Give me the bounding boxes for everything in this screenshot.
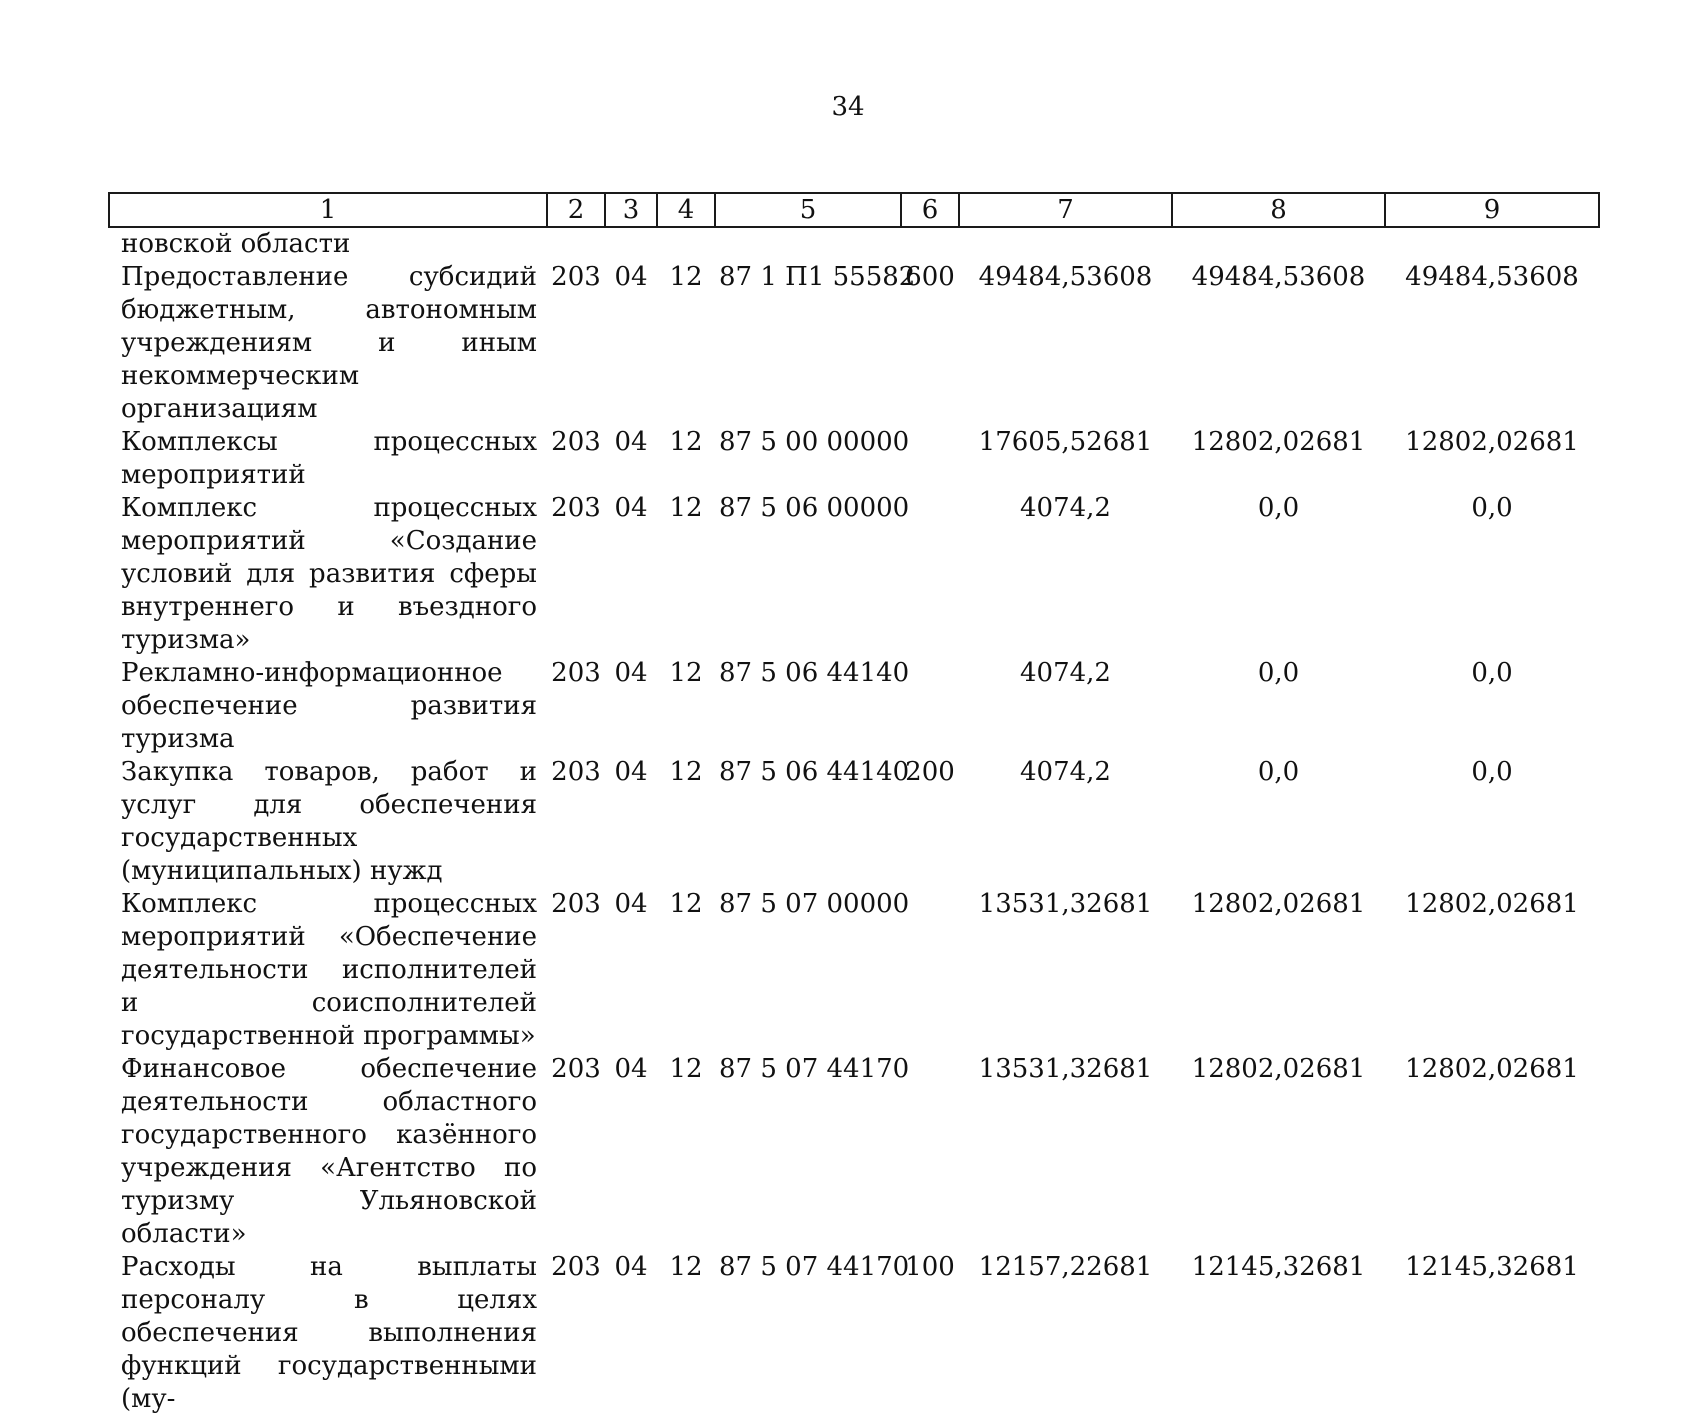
cell-c6 (901, 426, 959, 492)
budget-table (108, 192, 1600, 1416)
cell-c8: 12802,02681 (1191, 427, 1366, 457)
column-header-1: 1 (109, 193, 547, 227)
row-name: Расходы на выплаты персоналу в целях обеспечения выполнения функций государственными (му- (121, 1252, 537, 1414)
column-header-6: 6 (901, 193, 959, 227)
cell-c4: 12 (669, 427, 703, 457)
cell-c2: 203 (551, 427, 601, 457)
cell-c2: 203 (551, 889, 601, 919)
cell-c8: 12802,02681 (1191, 1054, 1366, 1084)
cell-c9: 49484,53608 (1405, 262, 1579, 292)
cell-c5: 87 5 06 00000 (719, 493, 910, 523)
cell-c6 (901, 227, 959, 261)
cell-c5 (715, 227, 901, 261)
cell-c3: 04 (614, 262, 648, 292)
cell-c9: 12802,02681 (1405, 889, 1579, 919)
cell-c2: 203 (551, 757, 601, 787)
cell-c5: 87 5 07 44170 (719, 1252, 910, 1282)
cell-c6 (901, 1053, 959, 1251)
table-row (109, 426, 1599, 492)
cell-c7: 49484,53608 (978, 262, 1153, 292)
cell-c9: 0,0 (1471, 757, 1513, 787)
cell-c6: 100 (905, 1252, 955, 1282)
column-header-5: 5 (715, 193, 901, 227)
row-name: Рекламно-информационное обеспечение развития туризма (121, 658, 537, 754)
cell-c4: 12 (669, 757, 703, 787)
cell-c5: 87 5 06 44140 (719, 757, 910, 787)
cell-c3: 04 (614, 493, 648, 523)
row-name: Финансовое обеспечение деятельности областного государственного казённого учреждения «Агентство по туризму Ульяновской области» (121, 1054, 537, 1249)
column-header-8: 8 (1172, 193, 1385, 227)
cell-c9: 12145,32681 (1405, 1252, 1579, 1282)
cell-c8: 12145,32681 (1191, 1252, 1366, 1282)
row-name: Комплексы процессных мероприятий (121, 427, 537, 490)
cell-c4: 12 (669, 658, 703, 688)
cell-c4: 12 (669, 493, 703, 523)
column-header-3: 3 (605, 193, 657, 227)
cell-c9 (1385, 227, 1599, 261)
cell-c2 (547, 227, 605, 261)
table-row (109, 657, 1599, 756)
cell-c5: 87 5 07 44170 (719, 1054, 910, 1084)
cell-c4: 12 (669, 889, 703, 919)
cell-c4: 12 (669, 262, 703, 292)
table-header (109, 193, 1599, 227)
cell-c9: 12802,02681 (1405, 427, 1579, 457)
page-number: 34 (831, 92, 865, 122)
table-row (109, 261, 1599, 426)
cell-c7: 13531,32681 (978, 1054, 1153, 1084)
cell-c9: 0,0 (1471, 658, 1513, 688)
cell-c3: 04 (614, 889, 648, 919)
column-header-4: 4 (657, 193, 715, 227)
cell-c8: 49484,53608 (1191, 262, 1366, 292)
cell-c2: 203 (551, 1252, 601, 1282)
row-name: новской области (121, 229, 351, 259)
header-row (109, 193, 1599, 227)
cell-c7: 4074,2 (1020, 757, 1111, 787)
cell-c7: 13531,32681 (978, 889, 1153, 919)
table-row (109, 227, 1599, 261)
column-header-2: 2 (547, 193, 605, 227)
row-name: Комплекс процессных мероприятий «Обеспечение деятельности исполнителей и соисполнителей государственной программы» (121, 889, 537, 1051)
table-body (109, 227, 1599, 1416)
column-header-9: 9 (1385, 193, 1599, 227)
cell-c8: 12802,02681 (1191, 889, 1366, 919)
table-row (109, 756, 1599, 888)
cell-c3: 04 (614, 658, 648, 688)
cell-c6: 600 (905, 262, 955, 292)
cell-c3: 04 (614, 757, 648, 787)
cell-c7: 4074,2 (1020, 658, 1111, 688)
cell-c5: 87 1 П1 55582 (719, 262, 916, 292)
cell-c8: 0,0 (1257, 493, 1300, 523)
cell-c7: 17605,52681 (978, 427, 1153, 457)
cell-c3: 04 (614, 1252, 648, 1282)
cell-c5: 87 5 07 00000 (719, 889, 910, 919)
cell-c3 (605, 227, 657, 261)
cell-c4 (657, 227, 715, 261)
cell-c7: 4074,2 (1020, 493, 1111, 523)
cell-c5: 87 5 06 44140 (719, 658, 910, 688)
table-row (109, 1053, 1599, 1251)
cell-c3: 04 (614, 427, 648, 457)
cell-c9: 0,0 (1471, 493, 1513, 523)
cell-c6 (901, 888, 959, 1053)
cell-c6 (901, 492, 959, 657)
cell-c7 (959, 227, 1172, 261)
cell-c8: 0,0 (1257, 757, 1300, 787)
table-row (109, 1251, 1599, 1416)
cell-c6: 200 (905, 757, 955, 787)
cell-c2: 203 (551, 658, 601, 688)
cell-c7: 12157,22681 (978, 1252, 1153, 1282)
cell-c2: 203 (551, 262, 601, 292)
cell-c9: 12802,02681 (1405, 1054, 1579, 1084)
cell-c2: 203 (551, 1054, 601, 1084)
row-name: Закупка товаров, работ и услуг для обеспечения государственных (муниципальных) нужд (121, 757, 537, 886)
cell-c8: 0,0 (1257, 658, 1300, 688)
row-name: Комплекс процессных мероприятий «Создание условий для развития сферы внутреннего и въездного туризма» (121, 493, 537, 655)
cell-c5: 87 5 00 00000 (719, 427, 910, 457)
table-row (109, 888, 1599, 1053)
table-row (109, 492, 1599, 657)
cell-c8 (1172, 227, 1385, 261)
cell-c3: 04 (614, 1054, 648, 1084)
cell-c6 (901, 657, 959, 756)
row-name: Предоставление субсидий бюджетным, автономным учреждениям и иным некоммерческим организациям (121, 262, 537, 424)
cell-c4: 12 (669, 1252, 703, 1282)
column-header-7: 7 (959, 193, 1172, 227)
cell-c2: 203 (551, 493, 601, 523)
cell-c4: 12 (669, 1054, 703, 1084)
